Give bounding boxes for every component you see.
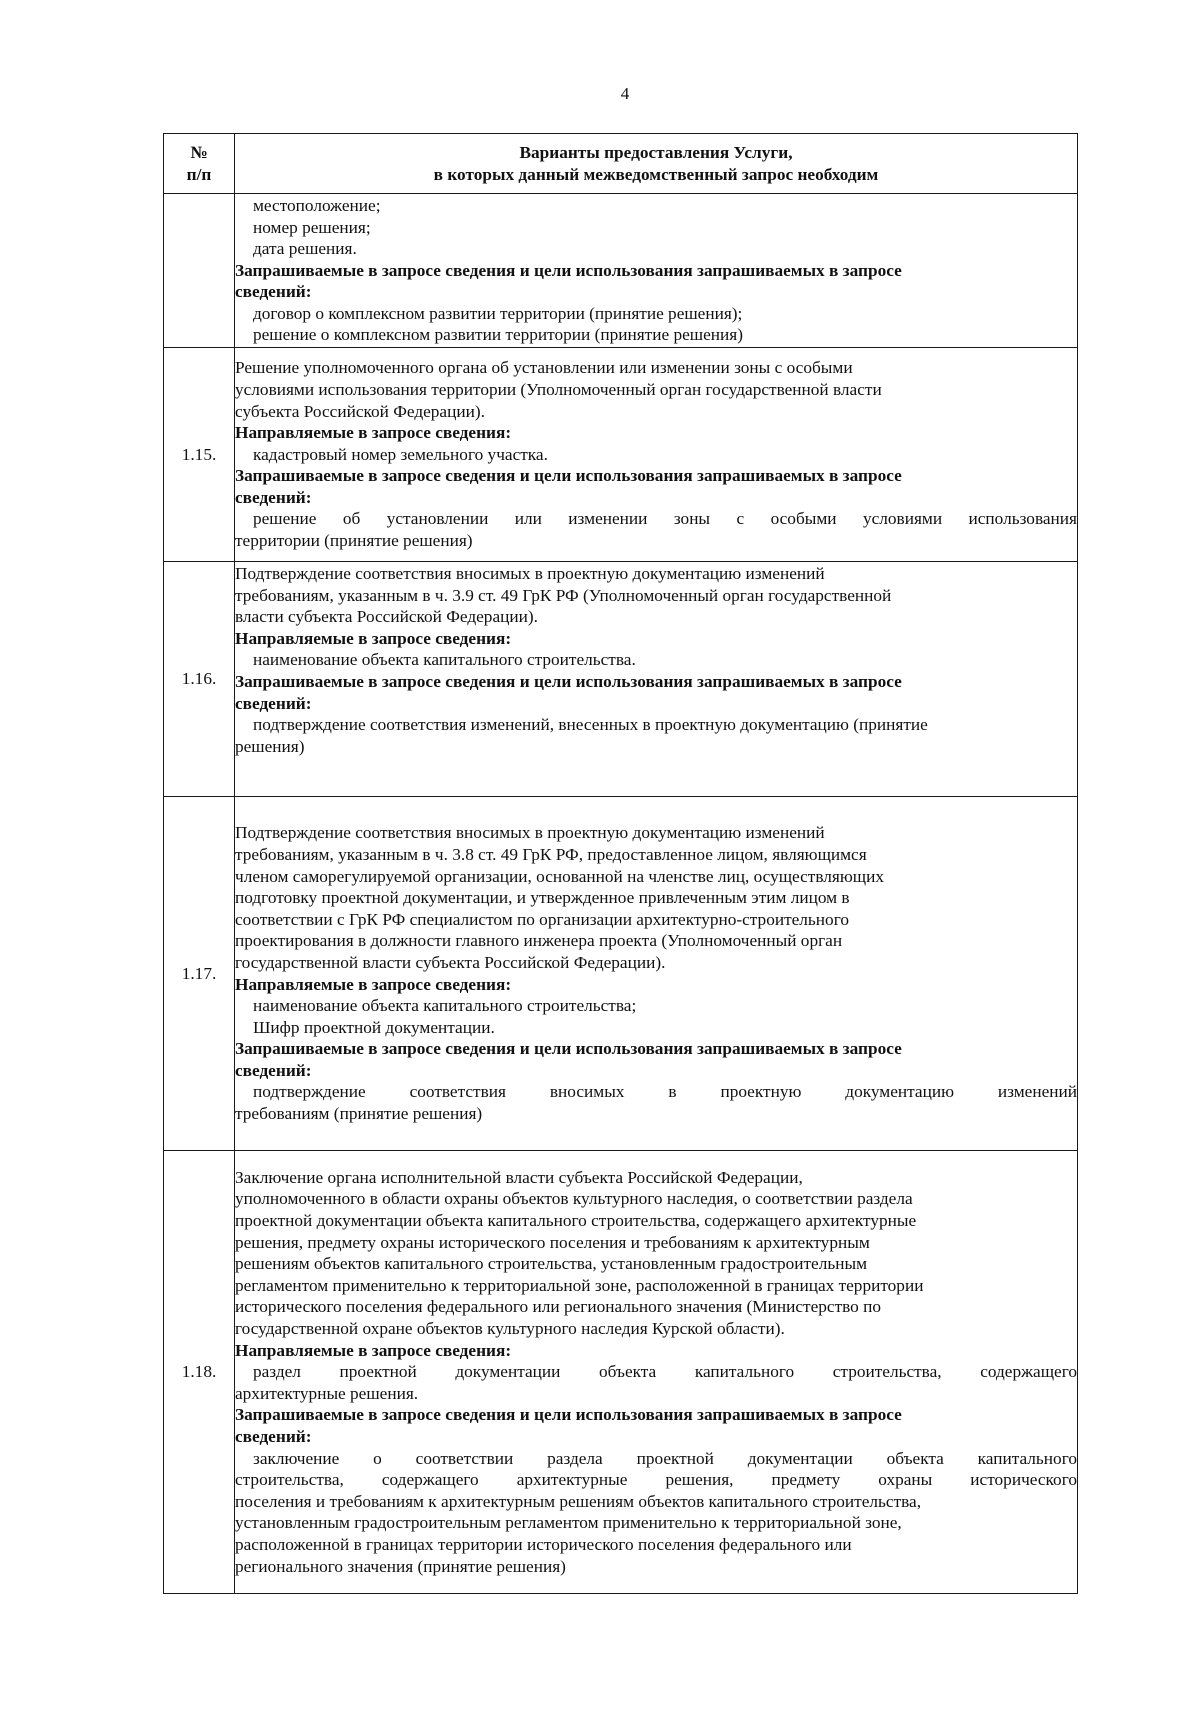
text-line: Решение уполномоченного органа об установлении или изменении зоны с особыми bbox=[235, 358, 853, 378]
row-number-cell bbox=[164, 194, 235, 348]
variants-header-line: Варианты предоставления Услуги, bbox=[519, 142, 793, 162]
text-line: решения) bbox=[235, 736, 305, 756]
row-number-cell: 1.18. bbox=[164, 1151, 235, 1594]
table-row bbox=[164, 348, 1078, 562]
text-line: решение об установлении или изменении зоны с особыми условиями использования bbox=[253, 509, 1077, 529]
text-line: проектной документации объекта капитального строительства, содержащего архитектурные bbox=[235, 1211, 917, 1231]
text-line: субъекта Российской Федерации). bbox=[235, 401, 485, 421]
text-line: требованиям (принятие решения) bbox=[235, 1104, 483, 1124]
sent-info-title: Направляемые в запросе сведения: bbox=[235, 628, 512, 648]
text-line: территории (принятие решения) bbox=[235, 531, 473, 551]
text-line: Подтверждение соответствия вносимых в проектную документацию изменений bbox=[235, 823, 825, 843]
services-table bbox=[163, 133, 1078, 1594]
text-line: строительства, содержащего архитектурные решения, предмету охраны исторического bbox=[235, 1470, 1077, 1490]
table-row bbox=[164, 194, 1078, 348]
sent-info-title: Направляемые в запросе сведения: bbox=[235, 974, 512, 994]
row-number-cell: 1.17. bbox=[164, 797, 235, 1151]
text-line: уполномоченного в области охраны объектов культурного наследия, о соответствии раздела bbox=[235, 1189, 913, 1209]
text-line: членом саморегулируемой организации, основанной на членстве лиц, осуществляющих bbox=[235, 866, 884, 886]
text-line: регламентом применительно к территориальной зоне, расположенной в границах территории bbox=[235, 1275, 924, 1295]
text-line: подготовку проектной документации, и утвержденное привлеченным этим лицом в bbox=[235, 888, 850, 908]
row-content-cell bbox=[235, 194, 1078, 348]
row-content-cell bbox=[235, 1151, 1078, 1594]
text-line: требованиям, указанным в ч. 3.9 ст. 49 ГрК РФ (Уполномоченный орган государственной bbox=[235, 585, 892, 605]
requested-info-title: Запрашиваемые в запросе сведения и цели использования запрашиваемых в запросе bbox=[235, 260, 902, 280]
sent-info-title: Направляемые в запросе сведения: bbox=[235, 423, 512, 443]
variants-column-header bbox=[235, 134, 1078, 194]
text-line: решение о комплексном развитии территории (принятие решения) bbox=[253, 325, 743, 345]
requested-info-title: сведений: bbox=[235, 1060, 312, 1080]
table-row bbox=[164, 562, 1078, 797]
text-line: подтверждение соответствия изменений, внесенных в проектную документацию (принятие bbox=[253, 715, 928, 735]
text-line: договор о комплексном развитии территории (принятие решения); bbox=[253, 303, 743, 323]
text-line: подтверждение соответствия вносимых в проектную документацию изменений bbox=[253, 1082, 1077, 1102]
text-line: решения, предмету охраны исторического поселения и требованиям к архитектурным bbox=[235, 1232, 870, 1252]
text-line: поселения и требованиям к архитектурным решениям объектов капитального строительства, bbox=[235, 1491, 922, 1511]
table-row bbox=[164, 1151, 1078, 1594]
text-line: Шифр проектной документации. bbox=[253, 1017, 495, 1037]
requested-info-title: сведений: bbox=[235, 487, 312, 507]
text-line: решениям объектов капитального строительства, установленным градостроительным bbox=[235, 1254, 868, 1274]
text-line: требованиям, указанным в ч. 3.8 ст. 49 ГрК РФ, предоставленное лицом, являющимся bbox=[235, 844, 867, 864]
text-line: условиями использования территории (Уполномоченный орган государственной власти bbox=[235, 379, 882, 399]
text-line: власти субъекта Российской Федерации). bbox=[235, 607, 538, 627]
text-line: местоположение; bbox=[253, 195, 381, 215]
requested-info-title: сведений: bbox=[235, 1426, 312, 1446]
text-line: государственной охране объектов культурного наследия Курской области). bbox=[235, 1319, 785, 1339]
row-content-cell bbox=[235, 562, 1078, 797]
table-header-row bbox=[164, 134, 1078, 194]
requested-info-title: сведений: bbox=[235, 693, 312, 713]
requested-info-title: Запрашиваемые в запросе сведения и цели использования запрашиваемых в запросе bbox=[235, 466, 902, 486]
text-line: установленным градостроительным регламентом применительно к территориальной зоне, bbox=[235, 1513, 902, 1533]
text-line: кадастровый номер земельного участка. bbox=[253, 444, 548, 464]
text-line: Заключение органа исполнительной власти субъекта Российской Федерации, bbox=[235, 1167, 803, 1187]
requested-info-title: Запрашиваемые в запросе сведения и цели использования запрашиваемых в запросе bbox=[235, 1405, 902, 1425]
table-row bbox=[164, 797, 1078, 1151]
row-number-cell: 1.16. bbox=[164, 562, 235, 797]
text-line: проектирования в должности главного инженера проекта (Уполномоченный орган bbox=[235, 931, 843, 951]
text-line: архитектурные решения. bbox=[235, 1383, 419, 1403]
text-line: дата решения. bbox=[253, 239, 357, 259]
text-line: соответствии с ГрК РФ специалистом по организации архитектурно-строительного bbox=[235, 909, 849, 929]
text-line: заключение о соответствии раздела проектной документации объекта капитального bbox=[253, 1448, 1077, 1468]
requested-info-title: Запрашиваемые в запросе сведения и цели использования запрашиваемых в запросе bbox=[235, 671, 902, 691]
text-line: раздел проектной документации объекта капитального строительства, содержащего bbox=[253, 1362, 1077, 1382]
page-number: 4 bbox=[620, 84, 630, 103]
row-number-cell: 1.15. bbox=[164, 348, 235, 562]
text-line: регионального значения (принятие решения) bbox=[235, 1556, 566, 1576]
requested-info-title: Запрашиваемые в запросе сведения и цели использования запрашиваемых в запросе bbox=[235, 1039, 902, 1059]
text-line: исторического поселения федерального или регионального значения (Министерство по bbox=[235, 1297, 882, 1317]
sent-info-title: Направляемые в запросе сведения: bbox=[235, 1340, 512, 1360]
text-line: расположенной в границах территории исторического поселения федерального или bbox=[235, 1534, 852, 1554]
text-line: государственной власти субъекта Российской Федерации). bbox=[235, 952, 666, 972]
text-line: номер решения; bbox=[253, 217, 371, 237]
number-header-line: п/п bbox=[186, 164, 212, 184]
row-content-cell bbox=[235, 797, 1078, 1151]
number-header-line: № bbox=[190, 142, 208, 162]
number-column-header bbox=[164, 134, 235, 194]
text-line: наименование объекта капитального строительства. bbox=[253, 650, 636, 670]
variants-header-line: в которых данный межведомственный запрос необходим bbox=[433, 164, 879, 184]
requested-info-title: сведений: bbox=[235, 282, 312, 302]
row-content-cell bbox=[235, 348, 1078, 562]
text-line: Подтверждение соответствия вносимых в проектную документацию изменений bbox=[235, 564, 825, 583]
text-line: наименование объекта капитального строительства; bbox=[253, 996, 637, 1016]
